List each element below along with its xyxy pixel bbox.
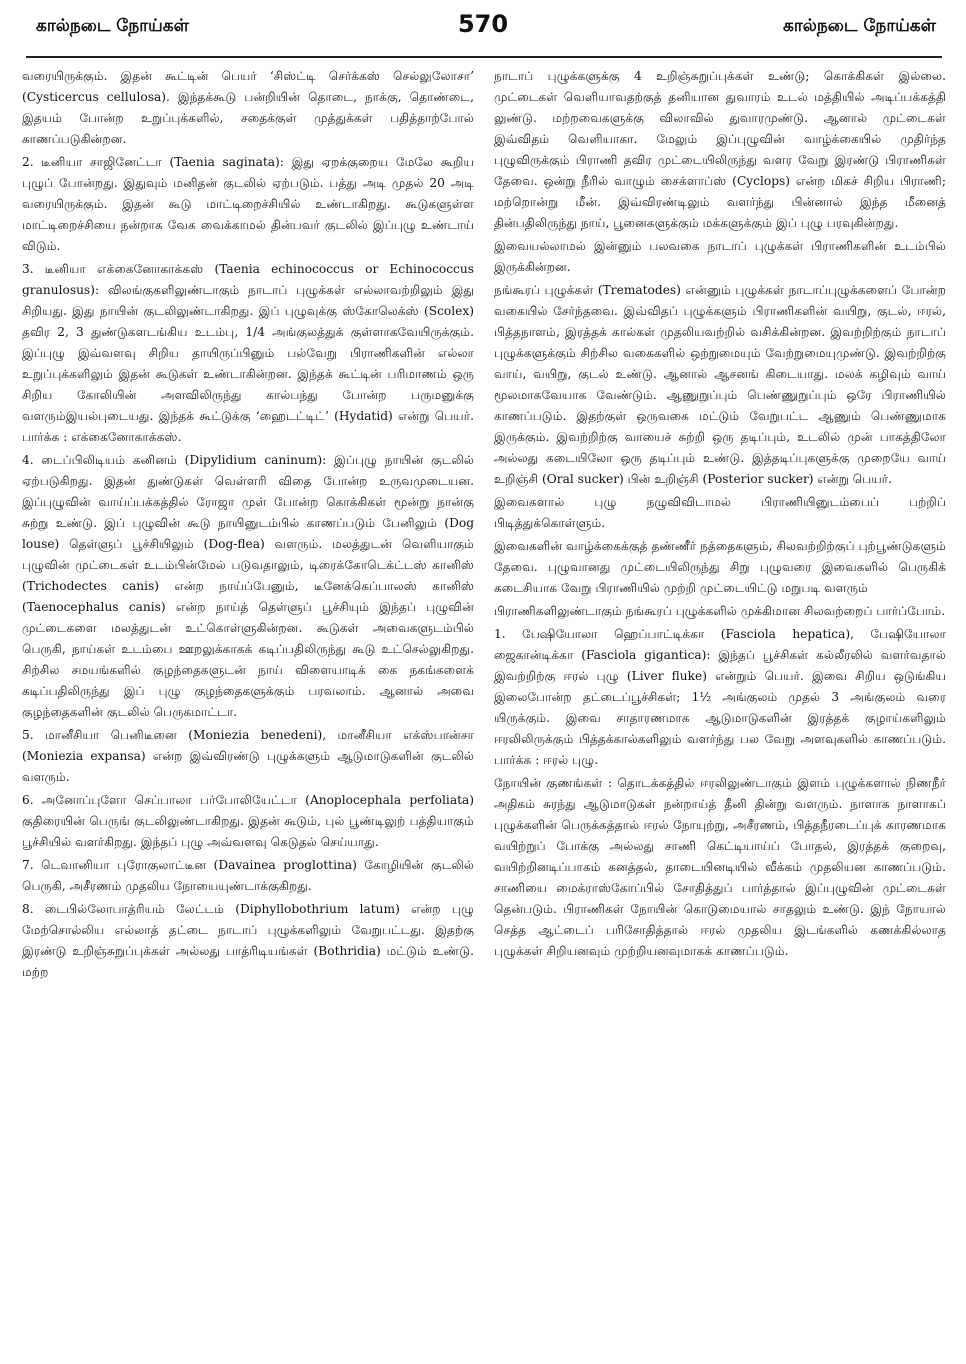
paragraph: நாடாப் புழுக்களுக்கு 4 உறிஞ்சுறுப்புக்கள் உண்டு; கொக்கிகள் இல்லை. முட்டைகள் வெளியாவதற்குத் தனியான துவாரம் உடல் மத்தியில் அடிப்பக்கத்தி லுண்டு. மற்றவைகளுக்கு விலாவில் துவாரமுண்டு. ஆனால் முட்டைகள் இவ்விதம் வெளியாகா. மேலும் இப்புழுவின் வாழ்க்கையில் முதிர்ந்த புழுவிருக்கும் பிராணி தவிர முட்டையிலிருந்து வளர வேறு இரண்டு பிராணிகள் தேவை. ஒன்று நீரில் வாழும் சைக்ளாப்ஸ் (Cyclops) என்ற மிகச் சிறிய பிராணி; மற்றொன்று மீன். இவ்விரண்டிலும் வளர்ந்து பின்னால் இந்த மீனைத் தின்பதிலிருந்து நாய், பூனைகளுக்கும் மக்களுக்கும் இப் புழு பரவுகின்றது. — [494, 69, 946, 230]
paragraph: 2. டீனியா சாஜினேட்டா (Taenia saginata): இது ஏறக்குறைய மேலே கூறிய புழுப் போன்றது. இதுவும் மனிதன் குடலில் ஏற்படும். பத்து அடி முதல் 20 அடி வரையிருக்கும். இதன் கூடு மாட்டிறைச்சியில் உண்டாகிறது. கூடுகளுள்ள மாட்டிறைச்சியை நன்றாக வேக வைக்காமல் தின்பவர் குடலில் இப்புழு உண்டாய் விடும். — [22, 155, 474, 253]
running-head-left: கால்நடை நோய்கள் — [36, 16, 189, 36]
paragraph: 1. பேஷியோலா ஹெப்பாட்டிக்கா (Fasciola hepatica), பேஷியோலா ஜைகான்டிக்கா (Fasciola gigantica): இந்தப் பூச்சிகள் கல்லீரலில் வளர்வதால் இவற்றிற்கு ஈரல் புழு (Liver fluke) என்றும் பெயர். இவை சிறிய ஒடுங்கிய இலைபோன்ற தட்டைப்பூச்சிகள்; 1½ அங்குலம் முதல் 3 அங்குலம் வரை யிருக்கும். இவை சாதாரணமாக ஆடுமாடுகளின் இரத்தக் குழாய்களிலும் ஈரலிலிருக்கும் பித்தக்கால்களிலும் வளர்ந்து பல வேறு அளவுகளில் காணப்படும். பார்க்க : ஈரல் புழு. — [494, 627, 946, 767]
page-number: 570 — [457, 10, 509, 38]
paragraph: இவைகளால் புழு நழுவிவிடாமல் பிராணியினுடம்பைப் பற்றிப் பிடித்துக்கொள்ளும். — [494, 495, 946, 530]
page-header — [0, 10, 966, 56]
left-column — [22, 66, 474, 1352]
paragraph: 8. டைபில்லோபாத்ரியம் லேட்டம் (Diphyllobothrium latum) என்ற புழு மேற்சொல்லிய எல்லாத் தட்டை நாடாப் புழுக்களிலும் வேறுபட்டது. இதற்கு இரண்டு உறிஞ்சுறுப்புக்கள் அல்லது பாத்ரிடியங்கள் (Bothridia) மட்டும் உண்டு. மற்ற — [22, 902, 474, 979]
header-rule — [26, 56, 942, 58]
paragraph: நங்கூரப் புழுக்கள் (Trematodes) என்னும் புழுக்கள் நாடாப்புழுக்களைப் போன்ற வகையில் சேர்ந்தவை. இவ்விதப் புழுக்களும் பிராணிகளின் வயிறு, குடல், ஈரல், பித்தநாளம், இரத்தக் கால்கள் முதலியவற்றில் வசிக்கின்றன. இவற்றிற்கும் நாடாப் புழுக்களுக்கும் சிற்சில வகைகளில் ஒற்றுமையும் வேற்றுமையுமுண்டு. இவற்றிற்கு வாய், வயிறு, குடல் உண்டு. ஆனால் ஆசனங் கிடையாது. மலக் கழிவும் வாய் மூலமாகவேயாக வேண்டும். ஆணுறுப்பும் பெண்ணுறுப்பும் ஒரே பிராணியில் காணப்படும். இதற்குள் ஒருவகை மட்டும் வேறுபட்ட ஆணும் பெண்ணுமாக இருக்கும். இவற்றிற்கு வாயைச் சுற்றி ஒரு தடிப்பும், உடலில் முன் பாகத்திலோ அல்லது கடையிலோ ஒரு தடிப்பும் உண்டு. இத்தடிப்புகளுக்கு முறையே வாய் உறிஞ்சி (Oral sucker) பின் உறிஞ்சி (Posterior sucker) என்று பெயர். — [494, 283, 946, 486]
paragraph: 6. அனோப்புளோ செப்பாலா பர்போலியேட்டா (Anoplocephala perfoliata) குதிரையின் பெருங் குடலிலுண்டாகிறது. இதன் கூடும், புல் பூண்டிலுற் பத்தியாகும் பூச்சியில் வளர்கிறது. இந்தப் புழு அவ்வளவு கெடுதல் செய்யாது. — [22, 793, 474, 849]
paragraph: 3. டீனியா எக்கைனோகாக்கஸ் (Taenia echinococcus or Echinococcus granulosus): விலங்குகளிலுண்டாகும் நாடாப் புழுக்கள் எல்லாவற்றிலும் இது சிறியது. இது நாயின் குடலிலுண்டாகிறது. இப் புழுவுக்கு ஸ்கோலெக்ஸ் (Scolex) தவிர 2, 3 துண்டுகளடங்கிய உடம்பு, 1/4 அங்குலத்துக் குள்ளாகவேயிருக்கும். இப்புழு இவ்வளவு சிறிய தாயிருப்பினும் பல்வேறு பிராணிகளின் எல்லா உறுப்புக்களிலும் இதன் கூடுகள் உண்டாகின்றன. இந்தக் கூட்டின் பரிமாணம் ஒரு சிறிய கோலியின் அளவிலிருந்து கால்பந்து போன்ற பருமனுக்கு வளரும்இயல்புடையது. இந்தக் கூட்டுக்கு ‘ஹைடட்டிட்’ (Hydatid) என்று பெயர். பார்க்க : எக்கைனோகாக்கஸ். — [22, 262, 474, 444]
paragraph: இவையல்லாமல் இன்னும் பலவகை நாடாப் புழுக்கள் பிராணிகளின் உடம்பில் இருக்கின்றன. — [494, 239, 946, 274]
paragraph: வரையிருக்கும். இதன் கூட்டின் பெயர் ‘சிஸ்ட்டி செர்க்கஸ் செல்லுலோசா’ (Cysticercus cellulosa). இந்தக்கூடு பன்றியின் தொடை, நாக்கு, தொண்டை, இதயம் போன்ற உறுப்புக்களில், சதைக்குள் முத்துக்கள் பதித்தாற்போல் காணப்படுகின்றன. — [22, 69, 474, 146]
paragraph: பிராணிகளிலுண்டாகும் நங்கூரப் புழுக்களில் முக்கிமான சிலவற்றைப் பார்ப்போம். — [494, 604, 946, 618]
paragraph: இவைகளின் வாழ்க்கைக்குத் தண்ணீர் நத்தைகளும், சிலவற்றிற்குப் புற்பூண்டுகளும் தேவை. புழுவானது முட்டையிலிருந்து சிறு புழுவரை இவைகளில் பெருகிக் கடைசியாக வேறு பிராணியில் முற்றி முட்டையிட்டு மறுபடி வளரும் — [494, 539, 946, 595]
paragraph: 7. டெவானியா புரோகுலாட்டீன (Davainea proglottina) கோழியின் குடலில் பெருகி, அசீரணம் முதலிய நோயையுண்டாக்குகிறது. — [22, 858, 474, 893]
running-head-right: கால்நடை நோய்கள் — [783, 16, 936, 36]
right-column — [494, 66, 946, 1352]
paragraph: 5. மானீசியா பெனிடீனை (Moniezia benedeni), மானீசியா எக்ஸ்பான்சா (Moniezia expansa) என்ற இவ்விரண்டு புழுக்களும் ஆடுமாடுகளின் குடலில் வளரும். — [22, 728, 474, 784]
paragraph: நோயின் குணங்கள் : தொடக்கத்தில் ஈரலிலுண்டாகும் இளம் புழுக்களால் நிணநீர் அதிகம் சுரந்து ஆடுமாடுகள் நன்றாய்த் தீனி தின்று வளரும். நாளாக நாளாகப் புழுக்களின் பெருக்கத்தால் ஈரல் நோயுற்று, அசீரணம், பித்தநீரடைப்புக் காரணமாக வயிற்றுப் போக்கு அல்லது சாணி கெட்டியாய்ப் போதல், இரத்தக் குறைவு, வயிற்றினடிப்பாகம் கனத்தல், தாடையினடியில் வீக்கம் முதலியன காணப்படும். சாணியை மைக்ராஸ்கோப்பில் சோதித்துப் பார்த்தால் இப்புழுவின் முட்டைகள் தென்படும். பிராணிகள் நோயின் கொடுமையால் சாதலும் உண்டு. இந் நோயால் செத்த ஆட்டைப் பரிசோதித்தால் ஈரல் முதலிய இடங்களில் கணக்கில்லாத புழுக்கள் சிறியனவும் முற்றியனவுமாகக் காணப்படும். — [494, 776, 946, 958]
paragraph: 4. டைப்பிலிடியம் கனினம் (Dipylidium caninum): இப்புழு நாயின் குடலில் ஏற்படுகிறது. இதன் துண்டுகள் வெள்ளரி விதை போன்ற உருவமுடையன. இப்புழுவின் வாய்ப்பக்கத்தில் ரோஜா முள் போன்ற கொக்கிகள் மூன்று நான்கு சுற்று உண்டு. இப் புழுவின் கூடு நாயினுடம்பில் காணப்படும் பேனிலும் (Dog louse) தெள்ளுப் பூச்சியிலும் (Dog-flea) வளரும். மலத்துடன் வெளியாகும் புழுவின் முட்டைகள் உடம்பின்மேல் படுவதாலும், டிரைக்கோடெக்ட்டஸ் கானிஸ் (Trichodectes canis) என்ற நாய்ப்பேனும், டீனேக்கெப்பாலஸ் கானிஸ் (Taenocephalus canis) என்ற நாய்த் தெள்ளுப் பூச்சியும் இந்தப் புழுவின் முட்டைகளை மலத்துடன் உட்கொள்ளுகின்றன. கூடுகள் அவைகளுடம்பில் பெருகி, நாய்கள் உடம்பை ஊறலுக்காகக் கடிப்பதிலிருந்து கூடு உட்செல்லுகிறது. சிற்சில சமயங்களில் குழந்தைகளுடன் நாய் விளையாடிக் கை நகங்களைக் கடிப்பதிலிருந்து இப் புழு குழந்தைகளுக்கும் பரவலாம். ஆனால் அவை குழந்தைகளின் குடலில் பெருகமாட்டா. — [22, 453, 474, 719]
